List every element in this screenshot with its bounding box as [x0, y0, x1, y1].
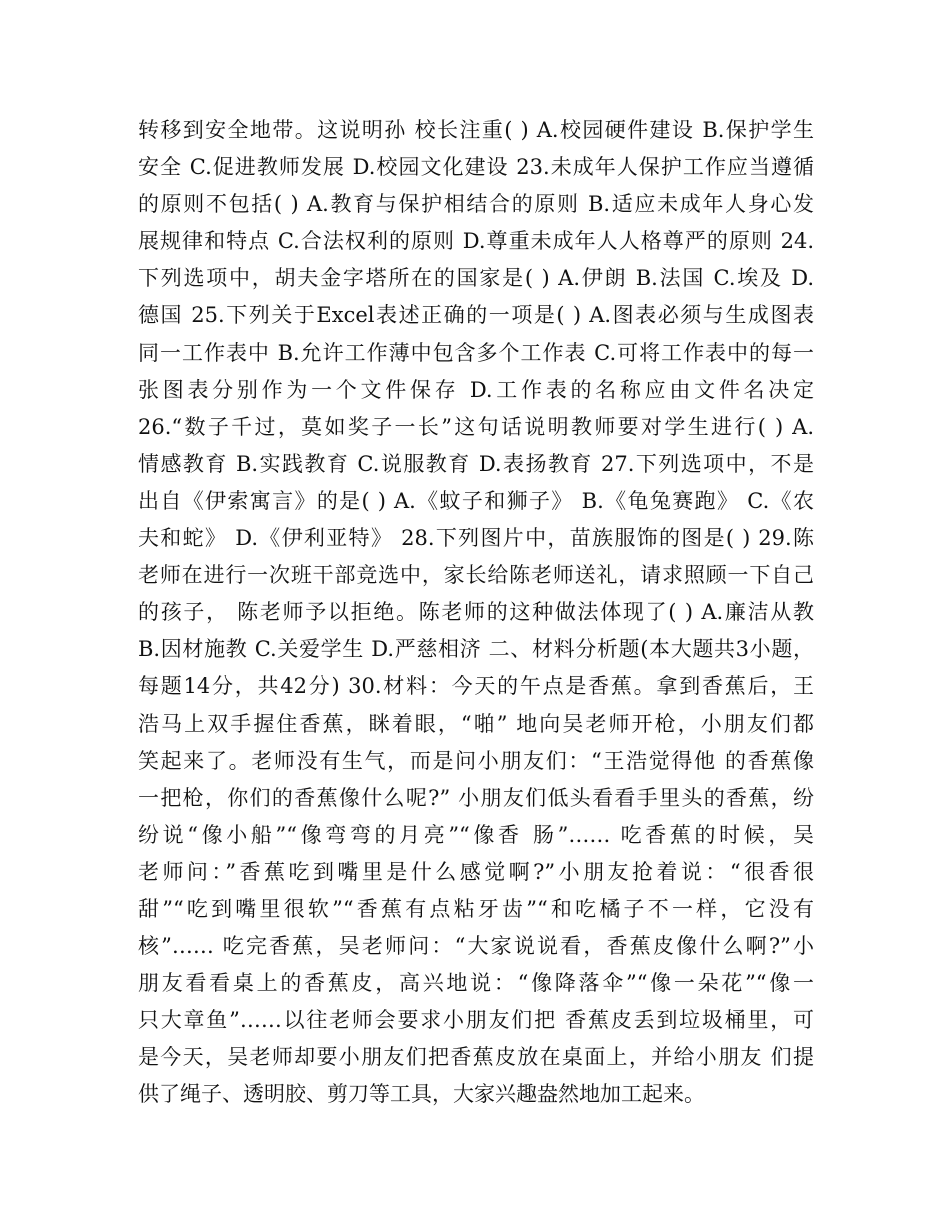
text-line: 一把枪，你们的香蕉像什么呢?” 小朋友们低头看看手里头的香蕉，纷	[138, 785, 814, 810]
text-line: 只大章鱼”……以往老师会要求小朋友们把 香蕉皮丢到垃圾桶里，可	[138, 1008, 814, 1033]
text-line: 出自《伊索寓言》的是( ) A.《蚊子和狮子》 B.《龟兔赛跑》 C.《农	[138, 488, 814, 513]
text-line: 的原则不包括( ) A.教育与保护相结合的原则 B.适应未成年人身心发	[138, 192, 814, 217]
text-line: 情感教育 B.实践教育 C.说服教育 D.表扬教育 27.下列选项中，不是	[138, 451, 814, 476]
text-line: B.因材施教 C.关爱学生 D.严慈相济 二、材料分析题(本大题共3小题，	[138, 637, 814, 662]
text-line: 浩马上双手握住香蕉，眯着眼，“啪” 地向吴老师开枪，小朋友们都	[138, 711, 814, 736]
text-line: 每题14分，共42分) 30.材料：今天的午点是香蕉。拿到香蕉后，王	[138, 674, 814, 699]
text-line: 老师在进行一次班干部竞选中，家长给陈老师送礼，请求照顾一下自己	[138, 563, 814, 588]
text-line: 展规律和特点 C.合法权利的原则 D.尊重未成年人人格尊严的原则 24.	[138, 229, 814, 254]
text-line: 朋友看看桌上的香蕉皮，高兴地说：“像降落伞”“像一朵花”“像一	[138, 971, 814, 996]
text-line: 张图表分别作为一个文件保存 D.工作表的名称应由文件名决定	[138, 377, 814, 402]
text-line: 是今天，吴老师却要小朋友们把香蕉皮放在桌面上，并给小朋友 们提	[138, 1045, 814, 1070]
text-line: 笑起来了。老师没有生气，而是问小朋友们：“王浩觉得他 的香蕉像	[138, 748, 814, 773]
text-line: 安全 C.促进教师发展 D.校园文化建设 23.未成年人保护工作应当遵循	[138, 155, 814, 180]
text-line: 核”…… 吃完香蕉，吴老师问：“大家说说看，香蕉皮像什么啊?”小	[138, 934, 814, 959]
text-line: 供了绳子、透明胶、剪刀等工具，大家兴趣盎然地加工起来。	[138, 1082, 705, 1107]
body-text	[138, 112, 814, 1114]
text-line: 同一工作表中 B.允许工作薄中包含多个工作表 C.可将工作表中的每一	[138, 340, 814, 365]
text-line: 甜”“吃到嘴里很软”“香蕉有点粘牙齿”“和吃橘子不一样，它没有	[138, 896, 814, 921]
text-line: 下列选项中，胡夫金字塔所在的国家是( ) A.伊朗 B.法国 C.埃及 D.	[138, 266, 814, 291]
text-line: 纷说“像小船”“像弯弯的月亮”“像香 肠”…… 吃香蕉的时候，吴	[138, 822, 814, 847]
text-line: 老师问：”香蕉吃到嘴里是什么感觉啊?”小朋友抢着说：“很香很	[138, 859, 814, 884]
text-line: 德国 25.下列关于Excel表述正确的一项是( ) A.图表必须与生成图表	[138, 303, 814, 328]
text-line: 夫和蛇》 D.《伊利亚特》 28.下列图片中，苗族服饰的图是( ) 29.陈	[138, 526, 814, 551]
text-line: 的孩子， 陈老师予以拒绝。陈老师的这种做法体现了( ) A.廉洁从教	[138, 600, 814, 625]
text-line: 26.“数子千过，莫如奖子一长”这句话说明教师要对学生进行( ) A.	[138, 414, 814, 439]
text-line: 转移到安全地带。这说明孙 校长注重( ) A.校园硬件建设 B.保护学生	[138, 118, 814, 142]
